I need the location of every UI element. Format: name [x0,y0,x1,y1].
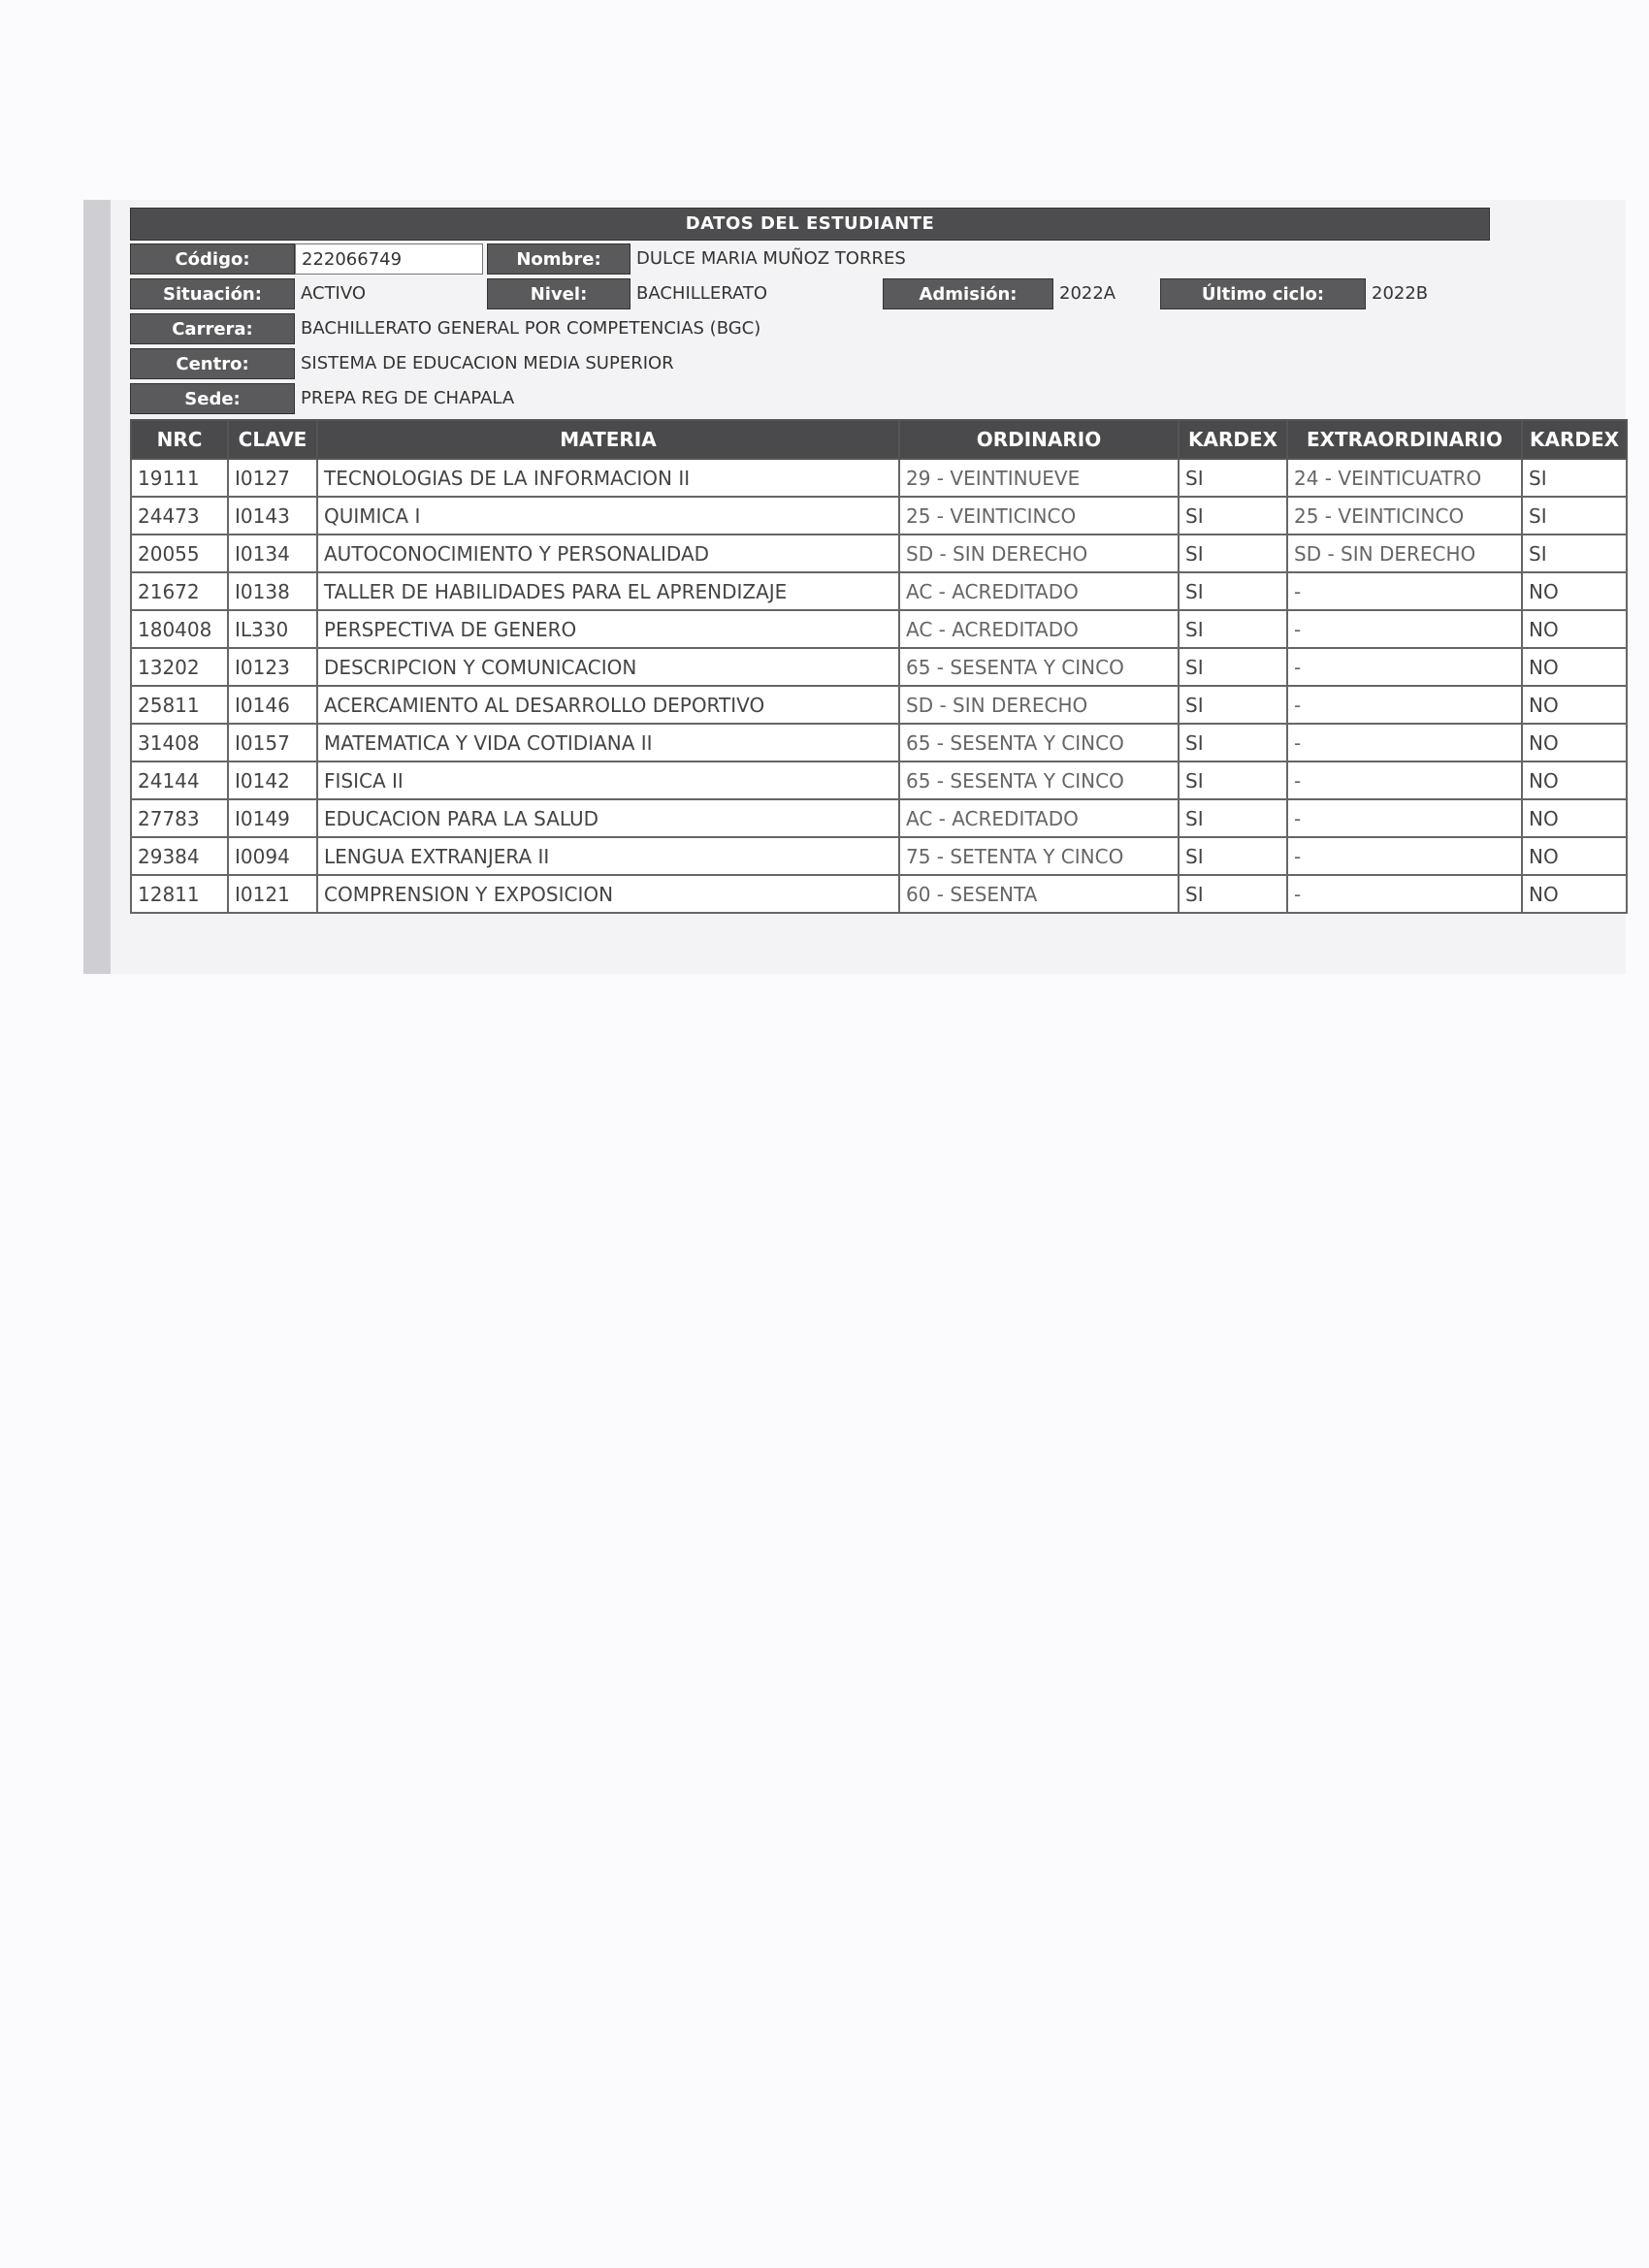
table-row [131,686,1627,724]
ordinario-cell: 65 - SESENTA Y CINCO [899,648,1179,686]
carrera-label: Carrera: [130,313,295,344]
kardex-extra-cell: NO [1522,572,1627,610]
ordinario-cell: 60 - SESENTA [899,875,1179,913]
clave-cell: I0149 [228,799,317,837]
kardex-extra-cell: NO [1522,724,1627,761]
kardex-cell: SI [1179,875,1287,913]
admision-value: 2022A [1059,283,1116,304]
nivel-value: BACHILLERATO [636,283,768,304]
kardex-cell: SI [1179,761,1287,799]
ordinario-cell: 65 - SESENTA Y CINCO [899,761,1179,799]
table-row [131,761,1627,799]
kardex-extra-cell: SI [1522,535,1627,572]
extraordinario-cell: - [1287,686,1522,724]
nrc-cell: 27783 [131,799,228,837]
grades-body [131,459,1627,913]
sede-value: PREPA REG DE CHAPALA [301,388,515,408]
materia-cell: EDUCACION PARA LA SALUD [317,799,899,837]
extraordinario-cell: - [1287,572,1522,610]
ordinario-cell: AC - ACREDITADO [899,610,1179,648]
situacion-label: Situación: [130,278,295,309]
extraordinario-cell: - [1287,761,1522,799]
nrc-cell: 19111 [131,459,228,497]
col-header-ordinario: ORDINARIO [899,420,1179,459]
kardex-extra-cell: NO [1522,686,1627,724]
extraordinario-cell: - [1287,724,1522,761]
clave-cell: I0127 [228,459,317,497]
col-header-materia: MATERIA [317,420,899,459]
ultimo-ciclo-label: Último ciclo: [1160,278,1366,309]
nrc-cell: 12811 [131,875,228,913]
kardex-cell: SI [1179,686,1287,724]
codigo-value: 222066749 [295,243,483,275]
nivel-label: Nivel: [487,278,630,309]
kardex-cell: SI [1179,610,1287,648]
kardex-extra-cell: NO [1522,799,1627,837]
materia-cell: FISICA II [317,761,899,799]
extraordinario-cell: SD - SIN DERECHO [1287,535,1522,572]
table-row [131,724,1627,761]
col-header-nrc: NRC [131,420,228,459]
scan-edge-strip [83,200,111,974]
row-codigo [130,243,1490,275]
nrc-cell: 25811 [131,686,228,724]
nrc-cell: 180408 [131,610,228,648]
kardex-cell: SI [1179,799,1287,837]
nrc-cell: 29384 [131,837,228,875]
admision-label: Admisión: [883,278,1053,309]
materia-cell: COMPRENSION Y EXPOSICION [317,875,899,913]
extraordinario-cell: - [1287,648,1522,686]
materia-cell: LENGUA EXTRANJERA II [317,837,899,875]
materia-cell: TECNOLOGIAS DE LA INFORMACION II [317,459,899,497]
kardex-cell: SI [1179,572,1287,610]
nombre-value: DULCE MARIA MUÑOZ TORRES [636,248,906,269]
table-row [131,837,1627,875]
ultimo-ciclo-value: 2022B [1372,283,1429,304]
centro-value: SISTEMA DE EDUCACION MEDIA SUPERIOR [301,353,674,373]
materia-cell: AUTOCONOCIMIENTO Y PERSONALIDAD [317,535,899,572]
row-sede [130,382,1490,415]
col-header-kardex: KARDEX [1179,420,1287,459]
centro-label: Centro: [130,348,295,379]
clave-cell: I0146 [228,686,317,724]
kardex-cell: SI [1179,459,1287,497]
table-row [131,497,1627,535]
table-row [131,648,1627,686]
kardex-extra-cell: NO [1522,875,1627,913]
table-row [131,875,1627,913]
ordinario-cell: SD - SIN DERECHO [899,535,1179,572]
ordinario-cell: 65 - SESENTA Y CINCO [899,724,1179,761]
nrc-cell: 31408 [131,724,228,761]
kardex-cell: SI [1179,648,1287,686]
materia-cell: TALLER DE HABILIDADES PARA EL APRENDIZAJE [317,572,899,610]
clave-cell: I0123 [228,648,317,686]
nrc-cell: 24144 [131,761,228,799]
extraordinario-cell: 24 - VEINTICUATRO [1287,459,1522,497]
nrc-cell: 21672 [131,572,228,610]
ordinario-cell: 29 - VEINTINUEVE [899,459,1179,497]
grades-header-row [131,420,1627,459]
kardex-extra-cell: NO [1522,761,1627,799]
clave-cell: I0138 [228,572,317,610]
kardex-cell: SI [1179,724,1287,761]
table-row [131,610,1627,648]
carrera-value: BACHILLERATO GENERAL POR COMPETENCIAS (BGC) [301,318,761,339]
extraordinario-cell: - [1287,875,1522,913]
student-data-title: DATOS DEL ESTUDIANTE [130,208,1490,241]
clave-cell: I0143 [228,497,317,535]
table-row [131,799,1627,837]
clave-cell: I0121 [228,875,317,913]
grades-table [130,419,1628,914]
kardex-extra-cell: SI [1522,497,1627,535]
kardex-extra-cell: NO [1522,610,1627,648]
ordinario-cell: 75 - SETENTA Y CINCO [899,837,1179,875]
extraordinario-cell: - [1287,837,1522,875]
nrc-cell: 20055 [131,535,228,572]
kardex-extra-cell: NO [1522,837,1627,875]
row-situacion [130,277,1490,310]
clave-cell: I0134 [228,535,317,572]
col-header-clave: CLAVE [228,420,317,459]
sede-label: Sede: [130,383,295,414]
student-data-panel [130,208,1490,415]
extraordinario-cell: - [1287,610,1522,648]
extraordinario-cell: 25 - VEINTICINCO [1287,497,1522,535]
extraordinario-cell: - [1287,799,1522,837]
kardex-cell: SI [1179,497,1287,535]
clave-cell: I0094 [228,837,317,875]
clave-cell: I0157 [228,724,317,761]
materia-cell: MATEMATICA Y VIDA COTIDIANA II [317,724,899,761]
situacion-value: ACTIVO [301,283,367,304]
col-header-extraordinario: EXTRAORDINARIO [1287,420,1522,459]
ordinario-cell: SD - SIN DERECHO [899,686,1179,724]
clave-cell: IL330 [228,610,317,648]
nombre-label: Nombre: [487,243,630,275]
clave-cell: I0142 [228,761,317,799]
kardex-extra-cell: NO [1522,648,1627,686]
row-carrera [130,312,1490,345]
table-row [131,535,1627,572]
materia-cell: ACERCAMIENTO AL DESARROLLO DEPORTIVO [317,686,899,724]
codigo-label: Código: [130,243,295,275]
ordinario-cell: AC - ACREDITADO [899,799,1179,837]
kardex-extra-cell: SI [1522,459,1627,497]
kardex-cell: SI [1179,837,1287,875]
nrc-cell: 13202 [131,648,228,686]
table-row [131,572,1627,610]
row-centro [130,347,1490,380]
ordinario-cell: AC - ACREDITADO [899,572,1179,610]
nrc-cell: 24473 [131,497,228,535]
materia-cell: DESCRIPCION Y COMUNICACION [317,648,899,686]
kardex-cell: SI [1179,535,1287,572]
ordinario-cell: 25 - VEINTICINCO [899,497,1179,535]
materia-cell: PERSPECTIVA DE GENERO [317,610,899,648]
materia-cell: QUIMICA I [317,497,899,535]
col-header-kardex-extra: KARDEX [1522,420,1627,459]
table-row [131,459,1627,497]
